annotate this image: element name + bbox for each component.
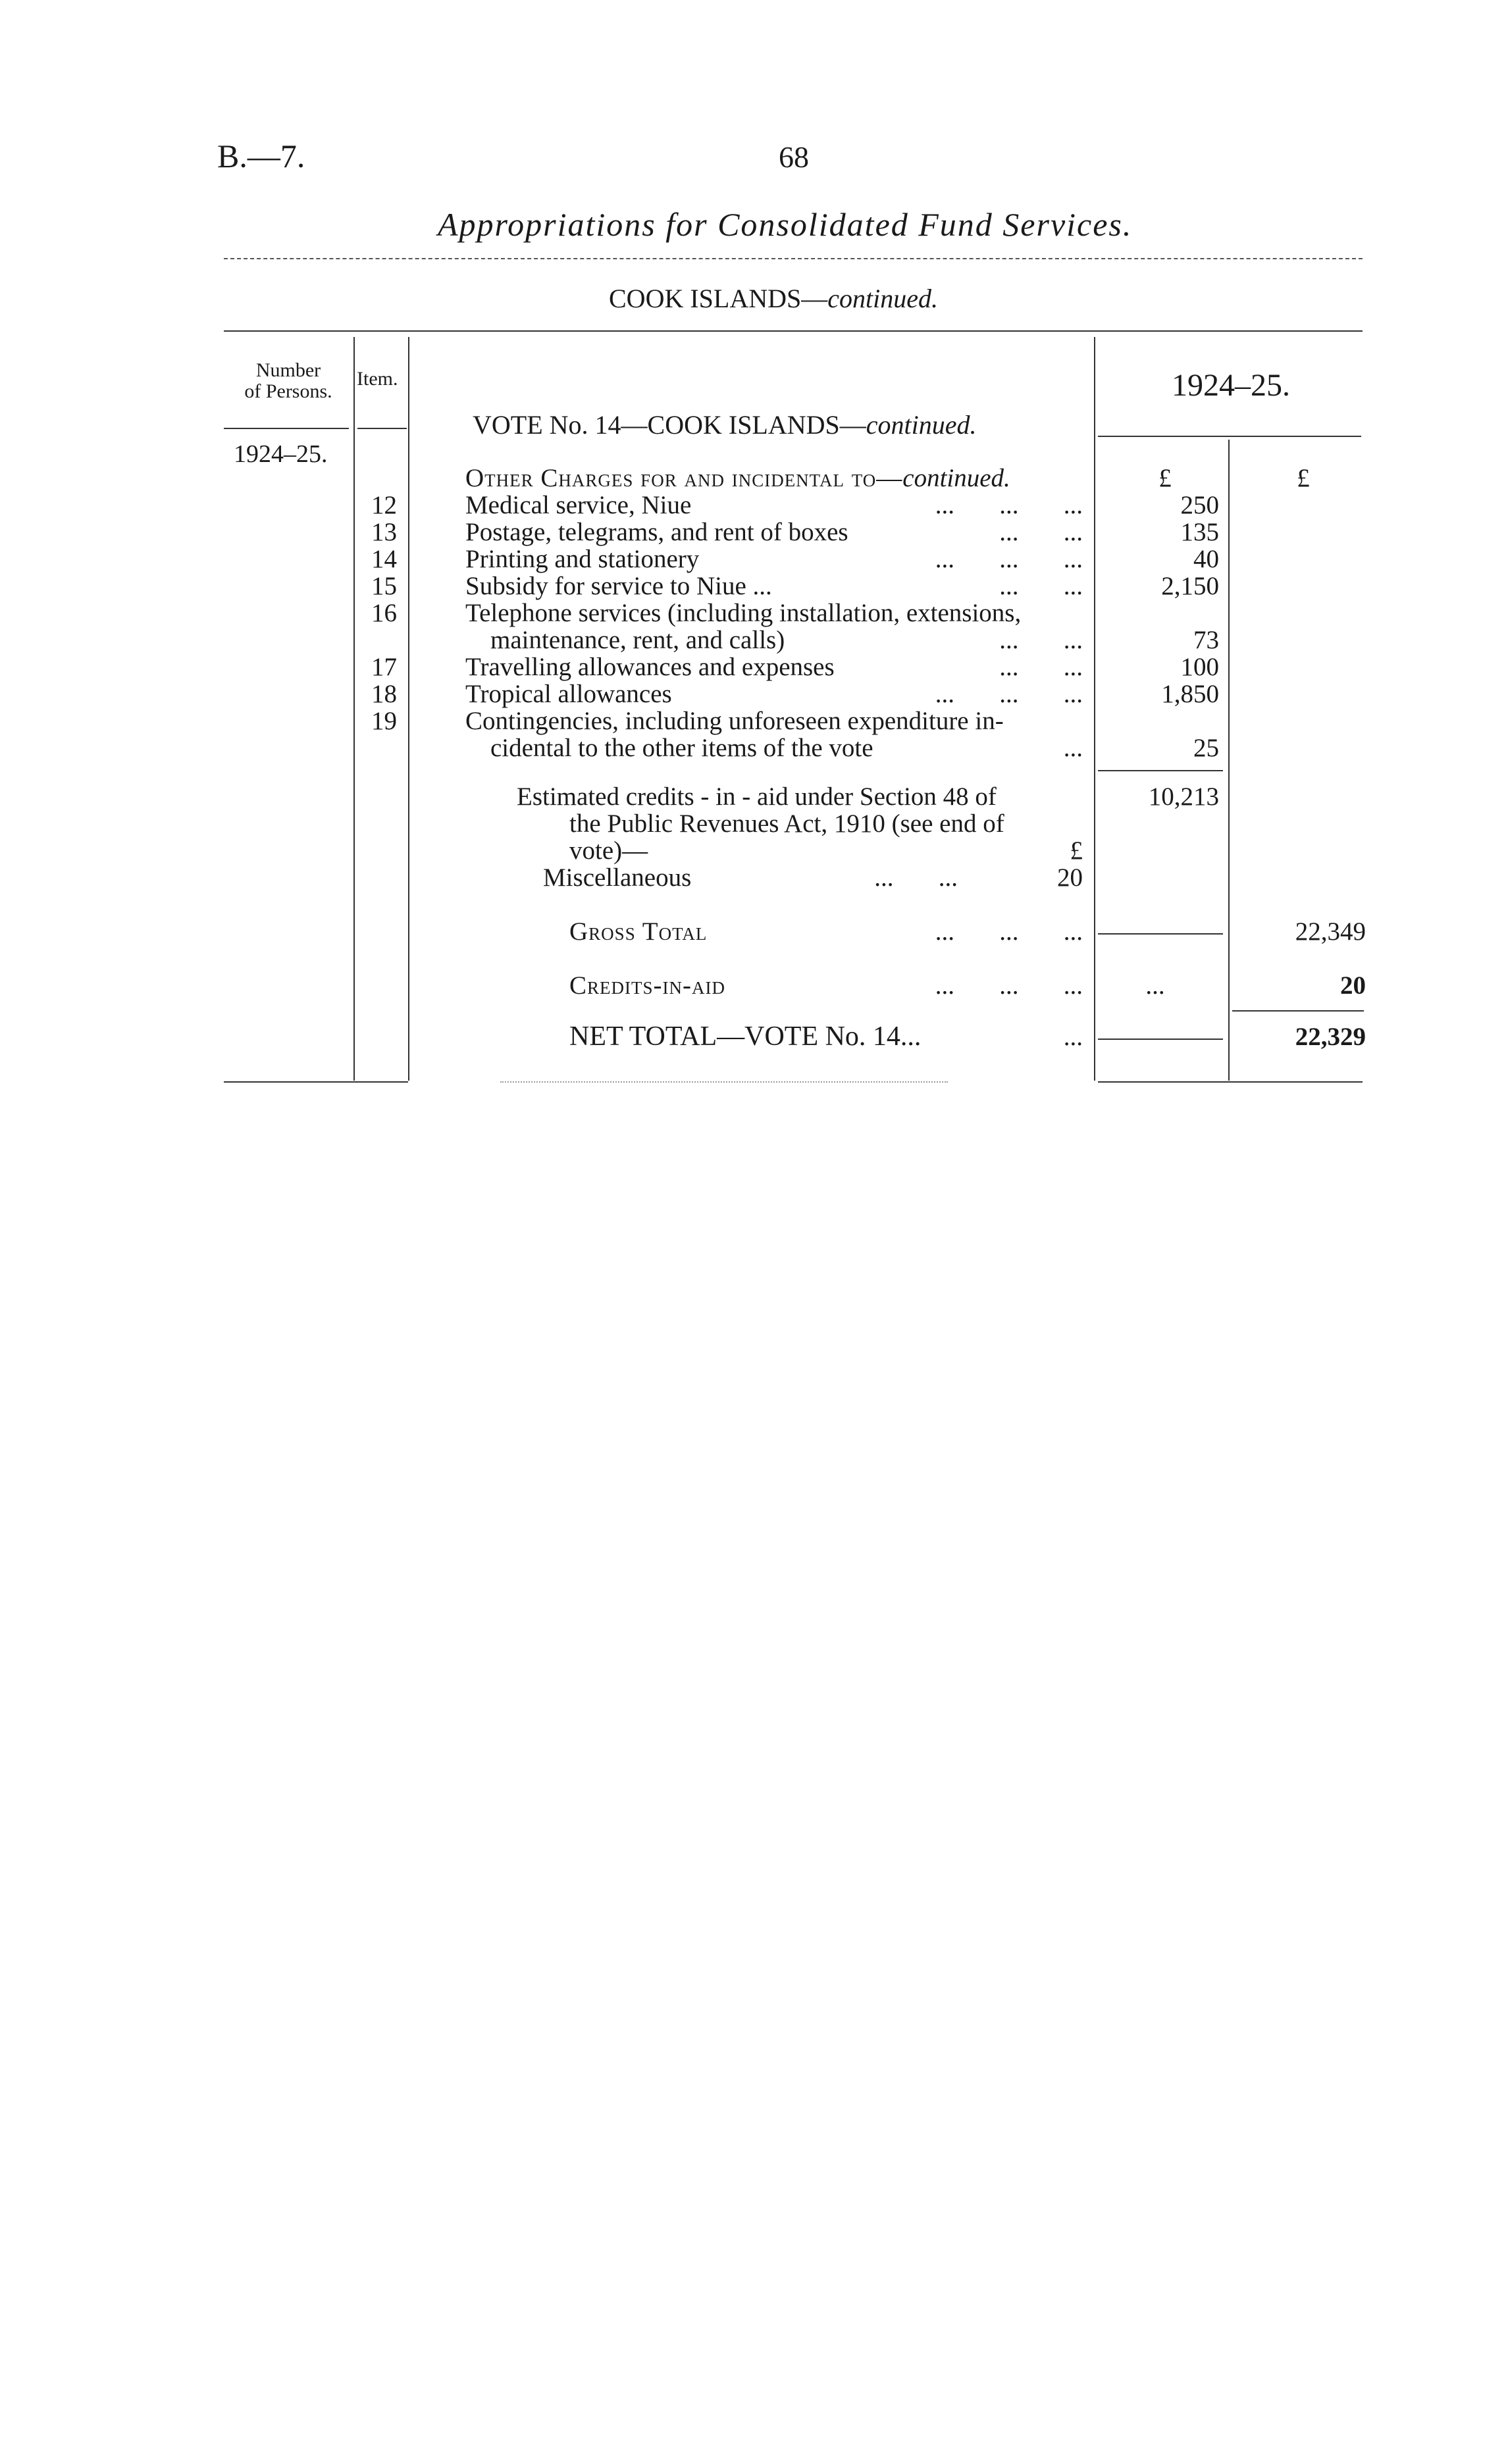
item-amount: 40 bbox=[1193, 545, 1219, 573]
net-total-label: NET TOTAL—VOTE No. 14... bbox=[569, 1021, 922, 1052]
page-title: Appropriations for Consolidated Fund Services. bbox=[438, 206, 1133, 243]
item-description: Tropical allowances bbox=[465, 680, 672, 708]
subtitle-main: COOK ISLANDS— bbox=[609, 284, 828, 313]
item-description: Contingencies, including unforeseen expenditure in- bbox=[465, 707, 1004, 735]
table-bottom-rule-right bbox=[1098, 1081, 1363, 1083]
section-heading-main: Other Charges for and incidental to— bbox=[465, 464, 903, 492]
vote-title bbox=[473, 409, 977, 440]
credits-text-line3: vote)— bbox=[569, 836, 648, 865]
title-rule bbox=[224, 258, 1363, 259]
subtitle-continued: continued. bbox=[827, 284, 938, 313]
item-number: 19 bbox=[371, 707, 397, 735]
table-top-rule bbox=[224, 330, 1363, 332]
col-header-number bbox=[229, 360, 348, 402]
credits-text-line2: the Public Revenues Act, 1910 (see end of bbox=[569, 809, 1004, 838]
table-bottom-rule-left bbox=[224, 1081, 408, 1083]
col-divider-amounts bbox=[1228, 440, 1230, 1081]
gross-dash-rule bbox=[1098, 933, 1223, 935]
col-divider-desc bbox=[1094, 337, 1095, 1081]
header-rule-year bbox=[1098, 436, 1361, 437]
section-heading bbox=[465, 465, 1010, 492]
item-amount: 100 bbox=[1180, 653, 1219, 681]
vote-title-continued: continued. bbox=[866, 410, 977, 440]
leader-dots: ... ... bbox=[874, 863, 958, 892]
item-description: Postage, telegrams, and rent of boxes bbox=[465, 518, 848, 546]
credits-in-aid-mid: ... bbox=[1145, 971, 1165, 1000]
col-header-year: 1924–25. bbox=[1172, 368, 1290, 403]
col-header-number-line2: of Persons. bbox=[244, 380, 332, 402]
credits-currency: £ bbox=[1070, 836, 1083, 865]
header-rule-persons bbox=[224, 428, 349, 429]
net-dash-rule bbox=[1098, 1039, 1223, 1040]
leader-dots: ... bbox=[1063, 1023, 1083, 1051]
leader-dots: ... ... bbox=[999, 626, 1083, 654]
item-description: Medical service, Niue bbox=[465, 491, 692, 519]
credits-text-line1: Estimated credits - in - aid under Section 48 of bbox=[517, 783, 997, 811]
item-number: 14 bbox=[371, 545, 397, 573]
section-subtitle bbox=[609, 283, 938, 314]
gross-total-label: Gross Total bbox=[569, 917, 708, 946]
leader-dots: ... bbox=[1063, 734, 1083, 762]
item-amount: 250 bbox=[1180, 491, 1219, 519]
item-description-cont: cidental to the other items of the vote bbox=[490, 734, 873, 762]
item-amount: 73 bbox=[1193, 626, 1219, 654]
credits-rule bbox=[1232, 1010, 1364, 1012]
col-header-item: Item. bbox=[357, 368, 398, 390]
leader-dots: ... ... bbox=[999, 518, 1083, 546]
item-amount: 2,150 bbox=[1161, 572, 1219, 600]
header-rule-item bbox=[357, 428, 407, 429]
credits-in-aid-label: Credits-in-aid bbox=[569, 971, 725, 1000]
currency-symbol-amount: £ bbox=[1158, 464, 1172, 492]
item-number: 15 bbox=[371, 572, 397, 600]
item-amount: 1,850 bbox=[1161, 680, 1219, 708]
item-description: Telephone services (including installation, extensions, bbox=[465, 599, 1022, 627]
net-total-amount: 22,329 bbox=[1295, 1023, 1366, 1051]
table-bottom-rule-mid bbox=[500, 1081, 948, 1083]
item-description: Travelling allowances and expenses bbox=[465, 653, 835, 681]
leader-dots: ... ... bbox=[999, 572, 1083, 600]
subtotal-amount: 10,213 bbox=[1148, 783, 1219, 811]
item-number: 18 bbox=[371, 680, 397, 708]
leader-dots: ... ... ... bbox=[935, 491, 1083, 519]
item-number: 13 bbox=[371, 518, 397, 546]
currency-symbol-total: £ bbox=[1297, 464, 1310, 492]
item-amount: 25 bbox=[1193, 734, 1219, 762]
credits-in-aid-amount: 20 bbox=[1340, 971, 1366, 1000]
leader-dots: ... ... ... bbox=[935, 971, 1083, 1000]
item-description: Printing and stationery bbox=[465, 545, 700, 573]
item-description-cont: maintenance, rent, and calls) bbox=[490, 626, 785, 654]
item-number: 12 bbox=[371, 491, 397, 519]
doc-reference: B.—7. bbox=[217, 138, 305, 174]
col-header-number-line1: Number bbox=[255, 359, 321, 381]
misc-amount: 20 bbox=[1057, 863, 1083, 892]
item-amount: 135 bbox=[1180, 518, 1219, 546]
page-number: 68 bbox=[779, 140, 809, 174]
item-number: 16 bbox=[371, 599, 397, 627]
misc-label: Miscellaneous bbox=[543, 863, 692, 892]
vote-title-main: VOTE No. 14—COOK ISLANDS— bbox=[473, 410, 866, 440]
leader-dots: ... ... ... bbox=[935, 917, 1083, 946]
section-heading-continued: continued. bbox=[902, 464, 1010, 492]
item-description: Subsidy for service to Niue ... bbox=[465, 572, 772, 600]
leader-dots: ... ... ... bbox=[935, 545, 1083, 573]
gross-total-amount: 22,349 bbox=[1295, 917, 1366, 946]
persons-year: 1924–25. bbox=[234, 440, 328, 468]
col-divider-item bbox=[408, 337, 409, 1081]
item-number: 17 bbox=[371, 653, 397, 681]
subtotal-rule bbox=[1098, 770, 1223, 771]
leader-dots: ... ... ... bbox=[935, 680, 1083, 708]
leader-dots: ... ... bbox=[999, 653, 1083, 681]
col-divider-persons bbox=[353, 337, 355, 1081]
